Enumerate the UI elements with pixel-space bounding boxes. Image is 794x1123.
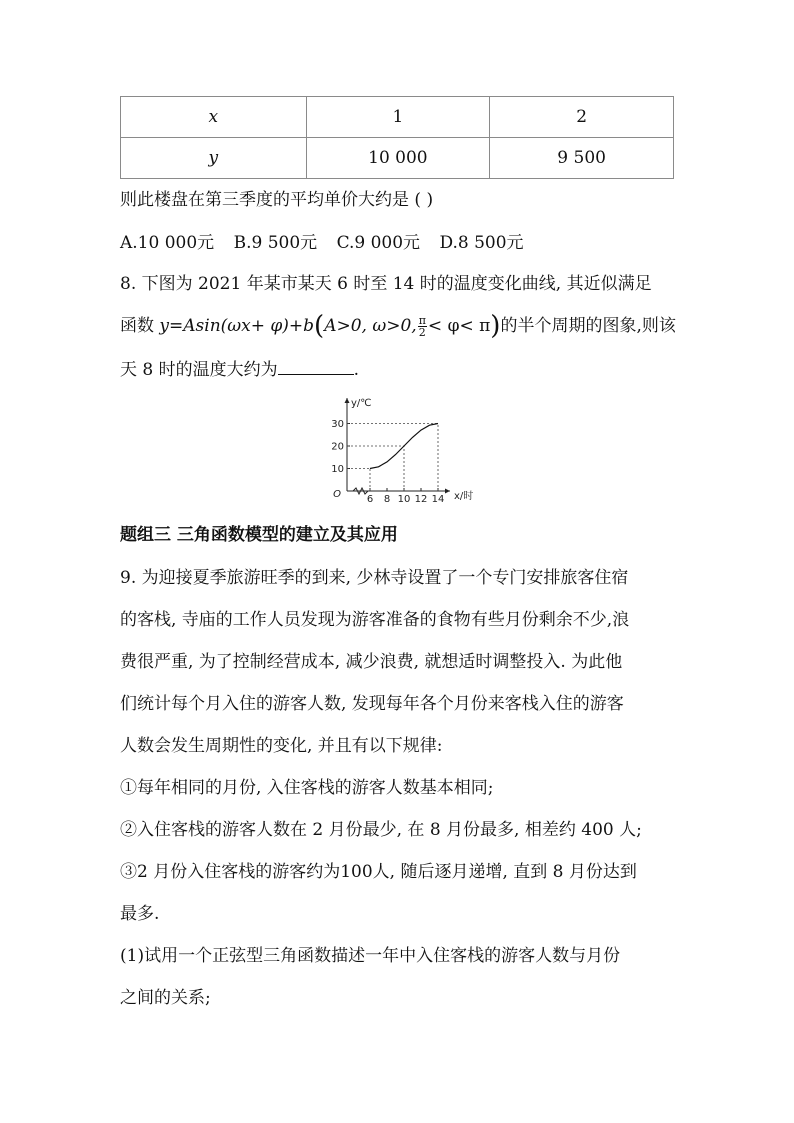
option-a: A.10 000元 (120, 233, 215, 253)
q9-line: 9. 为迎接夏季旅游旺季的到来, 少林寺设置了一个专门安排旅客住宿 (120, 568, 629, 588)
q8-line2-pre: 函数 (120, 316, 160, 336)
q7-stem: 则此楼盘在第三季度的平均单价大约是 (120, 190, 409, 210)
table-cell: 10 000 (306, 138, 490, 179)
y-axis-arrow (345, 398, 350, 403)
origin-label: O (333, 489, 341, 500)
option-d: D.8 500元 (439, 233, 524, 253)
q9-line: 最多. (120, 904, 160, 924)
answer-blank (278, 356, 354, 375)
xy-value-table (120, 96, 674, 179)
fraction-denominator: 2 (418, 326, 426, 339)
q8-condition-2: < φ< π (427, 316, 491, 336)
temperature-chart (318, 392, 478, 504)
table-cell: 9 500 (490, 138, 674, 179)
q8-line-3 (120, 356, 359, 382)
option-c: C.9 000元 (336, 233, 421, 253)
y-tick-label: 20 (331, 441, 344, 453)
y-tick-label: 30 (331, 419, 344, 430)
table-row-header-x: x (121, 97, 307, 138)
q9-rule-2: ②入住客栈的游客人数在 2 月份最少, 在 8 月份最多, 相差约 400 人; (120, 820, 642, 840)
q8-line3-pre: 天 8 时的温度大约为 (120, 360, 278, 380)
x-tick-label: 14 (431, 494, 445, 504)
q9-line: 之间的关系; (120, 988, 211, 1008)
q8-line2-post: 的半个周期的图象,则该 (500, 316, 676, 336)
table-row (121, 97, 674, 138)
q9-line: 人数会发生周期性的变化, 并且有以下规律: (120, 736, 443, 756)
q9-rule-1: ①每年相同的月份, 入住客栈的游客人数基本相同; (120, 778, 494, 798)
q7-stem-line (120, 188, 470, 212)
chart-root (331, 398, 473, 504)
section-title: 题组三 三角函数模型的建立及其应用 (120, 525, 398, 545)
right-paren: ) (490, 311, 501, 341)
option-b: B.9 500元 (233, 233, 318, 253)
q8-line3-post: . (353, 360, 360, 380)
q9-rule-3: ③2 月份入住客栈的游客约为100人, 随后逐月递增, 直到 8 月份达到 (120, 862, 637, 882)
fraction-numerator: π (418, 314, 426, 327)
q9-line: 的客栈, 寺庙的工作人员发现为游客准备的食物有些月份剩余不少,浪 (120, 610, 630, 630)
table-row (121, 138, 674, 179)
table-cell: 1 (306, 97, 490, 138)
q7-options (120, 231, 538, 255)
q8-line-2 (120, 311, 676, 341)
x-tick-label: 8 (383, 494, 391, 504)
q9-subquestion-1: (1)试用一个正弦型三角函数描述一年中入住客栈的游客人数与月份 (120, 946, 621, 966)
q8-condition-1: A>0, ω>0, (324, 316, 417, 336)
x-axis-label: x/时 (454, 491, 474, 502)
q9-line: 们统计每个月入住的游客人数, 发现每年各个月份来客栈入住的游客 (120, 694, 624, 714)
x-tick-label: 10 (397, 494, 411, 504)
pi-over-two-fraction (418, 315, 427, 338)
y-tick-label: 10 (331, 464, 344, 475)
y-axis-label: y/℃ (351, 398, 372, 409)
table-cell: 2 (490, 97, 674, 138)
table-row-header-y: y (121, 138, 307, 179)
q8-line-1: 8. 下图为 2021 年某市某天 6 时至 14 时的温度变化曲线, 其近似满足 (120, 274, 652, 294)
answer-paren: ( ) (414, 190, 434, 210)
x-tick-label: 12 (414, 494, 428, 504)
q8-formula: y=Asin(ωx+ φ)+b (159, 316, 315, 336)
q9-line: 费很严重, 为了控制经营成本, 减少浪费, 就想适时调整投入. 为此他 (120, 652, 623, 672)
left-paren: ( (314, 311, 325, 341)
x-tick-label: 6 (366, 494, 374, 504)
x-axis-arrow (445, 489, 450, 494)
